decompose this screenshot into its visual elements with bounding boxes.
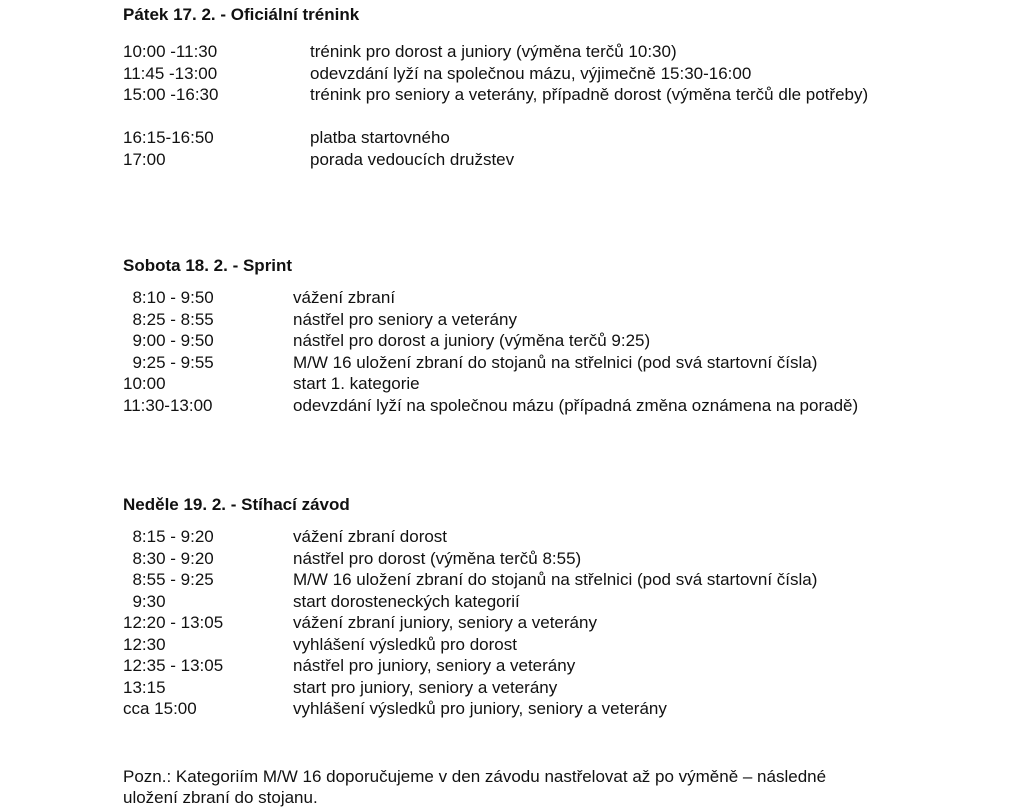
row-desc: trénink pro seniory a veterány, případně dorost (výměna terčů dle potřeby) (310, 85, 869, 104)
row-time: 9:25 - 9:55 (123, 352, 214, 372)
schedule-row (123, 84, 1003, 127)
row-time: 8:25 - 8:55 (123, 309, 214, 329)
row-time: 9:00 - 9:50 (123, 331, 214, 350)
row-desc: vyhlášení výsledků pro juniory, seniory a veterány (293, 699, 667, 718)
row-time: 13:15 (123, 677, 166, 697)
row-desc: M/W 16 uložení zbraní do stojanů na střelnici (pod svá startovní čísla) (293, 352, 818, 372)
schedule-row (123, 41, 1003, 63)
row-desc: start dorosteneckých kategorií (293, 591, 520, 611)
schedule-row (123, 698, 1003, 720)
row-desc: vážení zbraní dorost (293, 527, 448, 546)
row-desc: odevzdání lyží na společnou mázu (případná změna oznámena na poradě) (293, 395, 859, 415)
row-time: 15:00 -16:30 (123, 85, 219, 104)
section-title: Sobota 18. 2. - Sprint (123, 256, 293, 275)
row-desc: platba startovného (310, 128, 450, 147)
row-time: 8:10 - 9:50 (123, 288, 214, 307)
row-desc: nástřel pro dorost (výměna terčů 8:55) (293, 548, 582, 568)
schedule-row (123, 330, 1003, 352)
section-friday (123, 4, 1003, 170)
section-saturday (123, 255, 1003, 438)
schedule-row (123, 127, 1003, 149)
schedule-row (123, 655, 1003, 677)
row-time: 9:30 (123, 591, 166, 611)
schedule-row (123, 612, 1003, 634)
row-time: 12:30 (123, 634, 166, 654)
row-desc: vážení zbraní (293, 288, 396, 307)
schedule-row (123, 548, 1003, 570)
schedule-row (123, 149, 1003, 171)
schedule-row (123, 352, 1003, 374)
section-sunday (123, 494, 1003, 720)
row-time: 8:15 - 9:20 (123, 527, 214, 546)
schedule-row (123, 677, 1003, 699)
row-desc: vyhlášení výsledků pro dorost (293, 634, 517, 654)
row-desc: M/W 16 uložení zbraní do stojanů na střelnici (pod svá startovní čísla) (293, 570, 818, 589)
row-time: 11:30-13:00 (123, 395, 213, 415)
footnote: Pozn.: Kategoriím M/W 16 doporučujeme v den závodu nastřelovat až po výměně – následné uložení zbraní do stojanu. (123, 767, 827, 807)
schedule-row (123, 63, 1003, 85)
schedule-row (123, 287, 1003, 309)
schedule-row (123, 591, 1003, 613)
schedule-row (123, 309, 1003, 331)
row-time: 16:15-16:50 (123, 128, 214, 147)
row-time: 8:55 - 9:25 (123, 570, 214, 589)
row-time: 17:00 (123, 149, 166, 169)
row-desc: odevzdání lyží na společnou mázu, výjimečně 15:30-16:00 (310, 63, 752, 83)
row-desc: start pro juniory, seniory a veterány (293, 677, 558, 697)
section-title: Neděle 19. 2. - Stíhací závod (123, 495, 350, 514)
row-desc: nástřel pro seniory a veterány (293, 309, 517, 329)
schedule-row (123, 373, 1003, 395)
row-time: 12:35 - 13:05 (123, 656, 224, 675)
section-title: Pátek 17. 2. - Oficiální trénink (123, 5, 360, 24)
row-desc: start 1. kategorie (293, 374, 420, 393)
row-time: 8:30 - 9:20 (123, 548, 214, 568)
schedule-row (123, 526, 1003, 548)
row-time: 12:20 - 13:05 (123, 613, 224, 632)
row-desc: nástřel pro dorost a juniory (výměna terčů 9:25) (293, 331, 651, 350)
row-desc: trénink pro dorost a juniory (výměna terčů 10:30) (310, 42, 677, 61)
schedule-row (123, 395, 1003, 438)
row-time: cca 15:00 (123, 699, 197, 718)
schedule-row (123, 569, 1003, 591)
row-desc: nástřel pro juniory, seniory a veterány (293, 656, 576, 675)
row-time: 10:00 (123, 374, 166, 393)
row-desc: vážení zbraní juniory, seniory a veterány (293, 613, 597, 632)
row-time: 11:45 -13:00 (123, 63, 218, 83)
row-desc: porada vedoucích družstev (310, 149, 515, 169)
schedule-row (123, 634, 1003, 656)
row-time: 10:00 -11:30 (123, 42, 218, 61)
